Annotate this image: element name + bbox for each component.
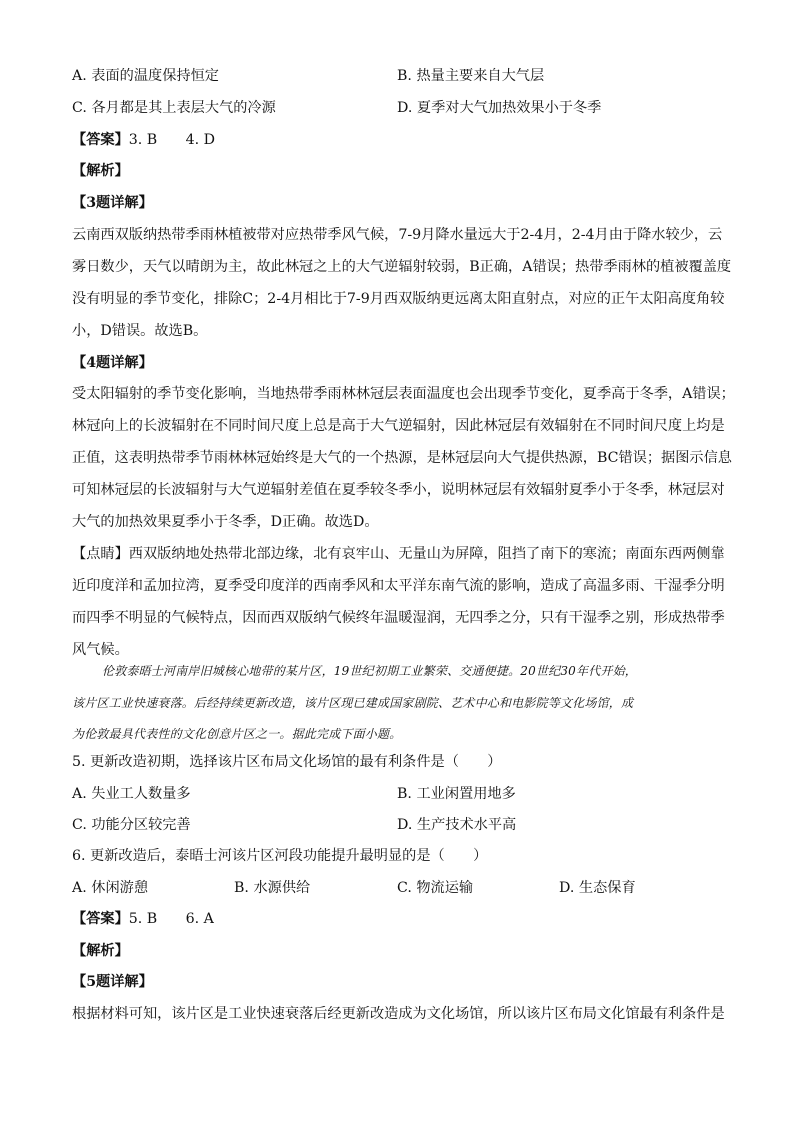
q5-option-d: D. 生产技术水平高 [397, 817, 517, 833]
answer-5-6 [72, 909, 722, 929]
analysis-heading: 【解析】 [72, 943, 129, 959]
detail-4-line: 受太阳辐射的季节变化影响，当地热带季雨林林冠层表面温度也会出现季节变化，夏季高于冬季，A错误； [72, 386, 735, 402]
point-line: 近印度洋和孟加拉湾，夏季受印度洋的西南季风和太平洋东南气流的影响，造成了高温多雨、干湿季分明 [72, 578, 725, 594]
q2-option-b: B. 热量主要来自大气层 [397, 68, 545, 84]
q5-option-b: B. 工业闲置用地多 [397, 786, 516, 802]
q6-option-b: B. 水源供给 [234, 880, 311, 896]
q5-option-a: A. 失业工人数量多 [72, 786, 191, 802]
material-line: 为伦敦最具代表性的文化创意片区之一。据此完成下面小题。 [72, 727, 402, 741]
detail-4-line: 正值，这表明热带季节雨林林冠始终是大气的一个热源，是林冠层向大气提供热源，BC错误；据图示信息 [72, 450, 732, 466]
q2-option-d: D. 夏季对大气加热效果小于冬季 [397, 100, 602, 116]
answer-tag: 【答案】 [72, 132, 129, 148]
material-line: 该片区工业快速衰落。后经持续更新改造，该片区现已建成国家剧院、艺术中心和电影院等文化场馆，成 [72, 696, 634, 710]
point-line: 而四季不明显的气候特点，因而西双版纳气候终年温暖湿润，无四季之分，只有干湿季之别，形成热带季 [72, 610, 725, 626]
detail-3-line: 云南西双版纳热带季雨林植被带对应热带季风气候，7-9月降水量远大于2-4月，2-4月由于降水较少，云 [72, 227, 723, 243]
detail-5-title: 【5题详解】 [72, 974, 153, 990]
q5-option-c: C. 功能分区较完善 [72, 817, 191, 833]
q2-option-a: A. 表面的温度保持恒定 [72, 68, 219, 84]
answer-text: 5. B 6. A [128, 911, 214, 927]
q2-option-c: C. 各月都是其上表层大气的冷源 [72, 100, 276, 116]
detail-4-line: 可知林冠层的长波辐射与大气逆辐射差值在夏季较冬季小，说明林冠层有效辐射夏季小于冬季，林冠层对 [72, 482, 725, 498]
material-line: 伦敦泰晤士河南岸旧城核心地带的某片区，19世纪初期工业繁荣、交通便捷。20世纪30年代开始， [102, 664, 638, 678]
point-line: 【点睛】西双版纳地处热带北部边缘，北有哀牢山、无量山为屏障，阻挡了南下的寒流；南面东西两侧靠 [72, 546, 725, 562]
analysis-heading: 【解析】 [72, 163, 129, 179]
detail-4-title: 【4题详解】 [72, 355, 153, 371]
q5-stem: 5. 更新改造初期，选择该片区布局文化场馆的最有利条件是（ ） [72, 754, 502, 770]
q6-option-d: D. 生态保育 [559, 880, 636, 896]
detail-3-line: 雾日数少，天气以晴朗为主，故此林冠之上的大气逆辐射较弱，B正确，A错误；热带季雨林的植被覆盖度 [72, 259, 732, 275]
answer-text: 3. B 4. D [128, 132, 216, 148]
detail-3-title: 【3题详解】 [72, 195, 153, 211]
detail-4-line: 大气的加热效果夏季小于冬季，D正确。故选D。 [72, 514, 379, 530]
answer-tag: 【答案】 [72, 911, 129, 927]
q6-stem: 6. 更新改造后，泰晤士河该片区河段功能提升最明显的是（ ） [72, 848, 488, 864]
detail-3-line: 小，D错误。故选B。 [72, 323, 208, 339]
detail-5-line: 根据材料可知，该片区是工业快速衰落后经更新改造成为文化场馆，所以该片区布局文化馆最有利条件是 [72, 1006, 725, 1022]
detail-4-line: 林冠向上的长波辐射在不同时间尺度上总是高于大气逆辐射，因此林冠层有效辐射在不同时间尺度上均是 [72, 418, 725, 434]
detail-3-line: 没有明显的季节变化，排除C；2-4月相比于7-9月西双版纳更远离太阳直射点，对应的正午太阳高度角较 [72, 291, 725, 307]
q6-option-c: C. 物流运输 [397, 880, 474, 896]
answer-3-4 [72, 130, 722, 150]
point-line: 风气候。 [72, 642, 129, 658]
q6-option-a: A. 休闲游憩 [72, 880, 149, 896]
